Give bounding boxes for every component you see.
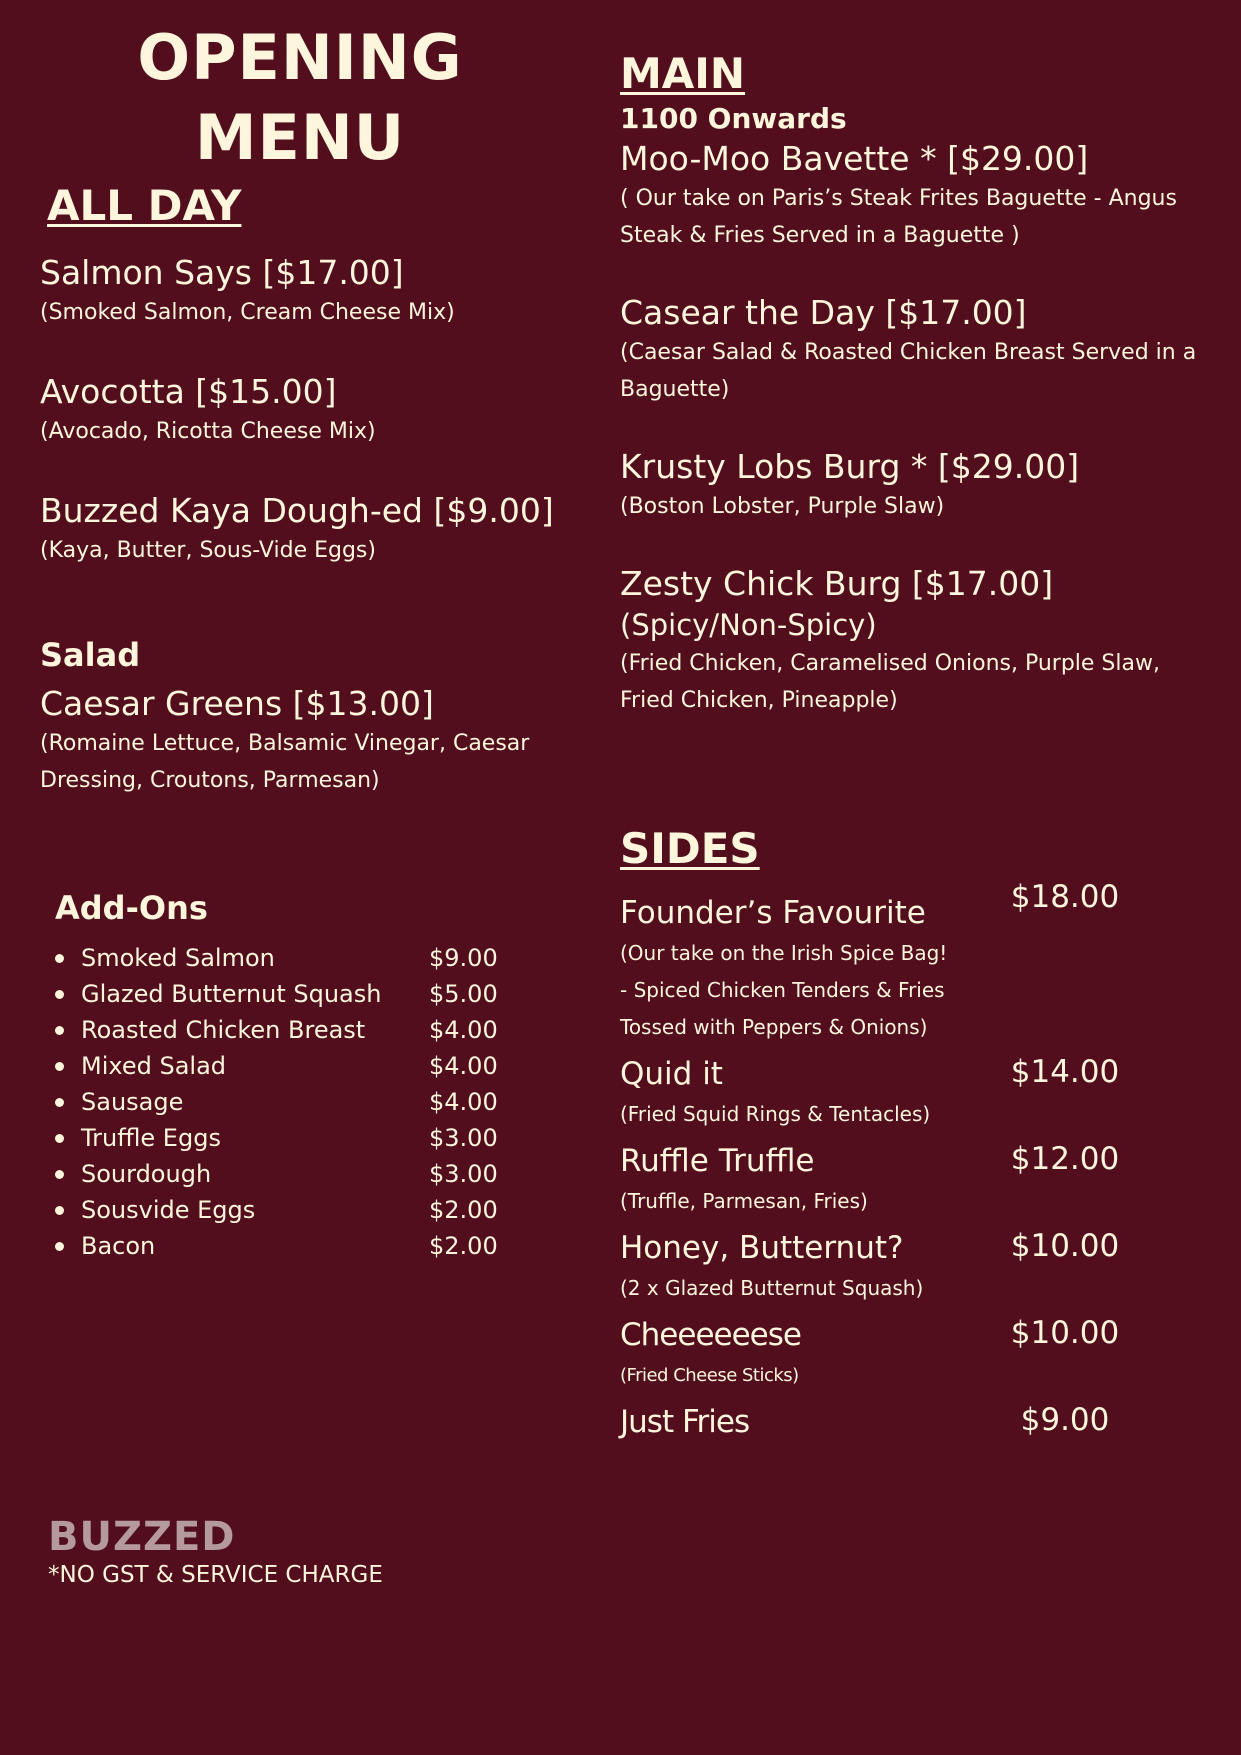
item-name: Buzzed Kaya Dough-ed [$9.00]: [40, 491, 554, 530]
addon-price: $5.00: [429, 980, 498, 1008]
item-description: (Fried Chicken, Caramelised Onions, Purple Slaw, Fried Chicken, Pineapple): [620, 651, 1160, 713]
item-description: (Caesar Salad & Roasted Chicken Breast Served in a Baguette): [620, 340, 1197, 402]
side-description: (Fried Cheese Sticks): [620, 1365, 799, 1386]
addon-price: $4.00: [429, 1016, 498, 1044]
side-price: $10.00: [1010, 1315, 1120, 1351]
footer: [48, 1515, 568, 1591]
addon-name: Smoked Salmon: [81, 944, 275, 972]
item-description: (Avocado, Ricotta Cheese Mix): [40, 419, 376, 444]
addon-name: Mixed Salad: [81, 1052, 227, 1080]
list-item: [55, 1228, 498, 1264]
item-option-note: (Spicy/Non-Spicy): [620, 608, 877, 642]
all-day-section: [40, 180, 580, 609]
salad-section: [40, 635, 580, 799]
side-description: (Our take on the Irish Spice Bag! - Spiced Chicken Tenders & Fries Tossed with Peppers & Onions): [620, 941, 948, 1039]
item-name: Zesty Chick Burg [$17.00]: [620, 564, 1054, 603]
item-name: Salmon Says [$17.00]: [40, 253, 404, 292]
item-description: ( Our take on Paris’s Steak Frites Baguette - Angus Steak & Fries Served in a Baguette ): [620, 186, 1177, 248]
all-day-heading: ALL DAY: [47, 181, 242, 230]
list-item: [55, 1192, 498, 1228]
menu-item: [40, 490, 580, 569]
addon-name: Sausage: [81, 1088, 184, 1116]
item-description: (Kaya, Butter, Sous-Vide Eggs): [40, 538, 376, 563]
addon-price: $3.00: [429, 1160, 498, 1188]
item-description: (Romaine Lettuce, Balsamic Vinegar, Caesar Dressing, Croutons, Parmesan): [40, 731, 530, 793]
side-name: Just Fries: [620, 1404, 750, 1440]
item-name: Avocotta [$15.00]: [40, 372, 337, 411]
side-name: Quid it: [620, 1056, 723, 1092]
item-description: (Boston Lobster, Purple Slaw): [620, 494, 945, 519]
bullet-icon: [55, 1026, 64, 1035]
list-item: [55, 1048, 498, 1084]
side-item: [620, 1313, 1140, 1357]
main-heading: MAIN: [620, 49, 746, 98]
item-description: (Smoked Salmon, Cream Cheese Mix): [40, 300, 455, 325]
menu-item: [620, 563, 1220, 719]
main-section: [620, 48, 1220, 757]
list-item: [55, 940, 498, 976]
bullet-icon: [55, 1206, 64, 1215]
addon-name: Roasted Chicken Breast: [81, 1016, 366, 1044]
brand-logo: BUZZED: [48, 1514, 236, 1560]
side-item: [620, 1139, 1140, 1183]
sides-section: [620, 823, 1140, 1444]
bullet-icon: [55, 954, 64, 963]
side-price: $10.00: [1010, 1228, 1120, 1264]
footer-note: *NO GST & SERVICE CHARGE: [48, 1562, 383, 1588]
menu-title-line-2: MENU: [194, 101, 406, 174]
side-price: $12.00: [1010, 1141, 1120, 1177]
list-item: [55, 1012, 498, 1048]
sides-heading: SIDES: [620, 824, 760, 873]
addon-name: Bacon: [81, 1232, 156, 1260]
side-description: (2 x Glazed Butternut Squash): [620, 1276, 924, 1300]
bullet-icon: [55, 1134, 64, 1143]
menu-item: [40, 252, 580, 331]
add-ons-list: [55, 940, 498, 1264]
addon-price: $4.00: [429, 1088, 498, 1116]
menu-title-line-1: OPENING: [137, 21, 463, 94]
add-ons-heading: Add-Ons: [55, 889, 208, 927]
side-price: $14.00: [1010, 1054, 1120, 1090]
addon-name: Glazed Butternut Squash: [81, 980, 382, 1008]
side-item: [620, 1226, 1140, 1270]
add-ons-section: [55, 888, 498, 1264]
menu-item: [40, 683, 580, 799]
item-name: Krusty Lobs Burg * [$29.00]: [620, 447, 1080, 486]
side-description: (Truffle, Parmesan, Fries): [620, 1189, 868, 1213]
side-item: [620, 879, 1140, 935]
bullet-icon: [55, 990, 64, 999]
bullet-icon: [55, 1062, 64, 1071]
side-item: [620, 1400, 1140, 1444]
addon-name: Sousvide Eggs: [81, 1196, 256, 1224]
side-item: [620, 1052, 1140, 1096]
item-name: Casear the Day [$17.00]: [620, 293, 1027, 332]
addon-name: Sourdough: [81, 1160, 212, 1188]
menu-item: [620, 138, 1220, 254]
addon-price: $9.00: [429, 944, 498, 972]
list-item: [55, 976, 498, 1012]
bullet-icon: [55, 1098, 64, 1107]
side-price: $18.00: [1010, 879, 1120, 915]
list-item: [55, 1156, 498, 1192]
side-name: Ruffle Truffle: [620, 1143, 815, 1179]
menu-item: [40, 371, 580, 450]
list-item: [55, 1120, 498, 1156]
addon-name: Truffle Eggs: [81, 1124, 221, 1152]
addon-price: $4.00: [429, 1052, 498, 1080]
bullet-icon: [55, 1242, 64, 1251]
side-name: Founder’s Favourite: [620, 895, 926, 931]
addon-price: $2.00: [429, 1196, 498, 1224]
menu-item: [620, 292, 1220, 408]
item-name: Caesar Greens [$13.00]: [40, 684, 434, 723]
salad-heading: Salad: [40, 636, 141, 674]
menu-item: [620, 446, 1220, 525]
bullet-icon: [55, 1170, 64, 1179]
item-name: Moo-Moo Bavette * [$29.00]: [620, 139, 1089, 178]
side-name: Cheeeeeese: [620, 1317, 801, 1353]
side-price: $9.00: [1020, 1402, 1110, 1438]
list-item: [55, 1084, 498, 1120]
side-description: (Fried Squid Rings & Tentacles): [620, 1102, 931, 1126]
main-subheading: 1100 Onwards: [620, 102, 847, 135]
addon-price: $2.00: [429, 1232, 498, 1260]
menu-title: [60, 18, 540, 178]
side-name: Honey, Butternut?: [620, 1230, 904, 1266]
addon-price: $3.00: [429, 1124, 498, 1152]
